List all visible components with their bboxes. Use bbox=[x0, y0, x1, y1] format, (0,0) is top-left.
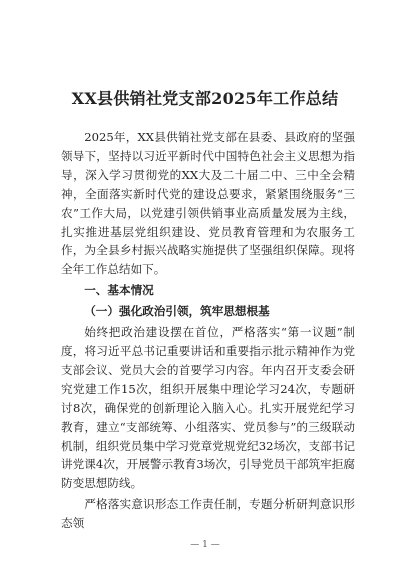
document-title: XX县供销社党支部2025年工作总结 bbox=[71, 89, 339, 108]
intro-paragraph: 2025年，XX县供销社党支部在县委、县政府的坚强领导下，坚持以习近平新时代中国特色社会主义思想为指导，深入学习贯彻党的XX大及二十届二中、三中全会精神，全面落实新时代党的建设总要求，紧紧围绕服务“三农”工作大局，以党建引领供销事业高质量发展为主线，扎实推进基层党组织建设、党员教育管理和为农服务工作，为全县乡村振兴战略实施提供了坚强组织保障。现将全年工作总结如下。 bbox=[61, 130, 355, 277]
subsection-heading: （一）强化政治引领，筑牢思想根基 bbox=[84, 304, 270, 319]
page-number: — 1 — bbox=[190, 540, 220, 550]
body-paragraph-1: 始终把政治建设摆在首位，严格落实“第一议题”制度，将习近平总书记重要讲话和重要指示批示精神作为党支部会议、党员大会的首要学习内容。年内召开支委会研究党建工作15次，组织开展集中理论学习24次，专题研讨8次，确保党的创新理论入脑入心。扎实开展党纪学习教育，建立“支部统筹、小组落实、党员参与”的三级联动机制，组织党员集中学习党章党规党纪32场次，支部书记讲党课4次，开展警示教育3场次，引导党员干部筑牢拒腐防变思想防线。 bbox=[61, 325, 355, 491]
section-heading: 一、基本情况 bbox=[84, 283, 154, 298]
document-body bbox=[61, 128, 355, 533]
body-paragraph-2: 严格落实意识形态工作责任制，专题分析研判意识形态领 bbox=[61, 497, 355, 531]
